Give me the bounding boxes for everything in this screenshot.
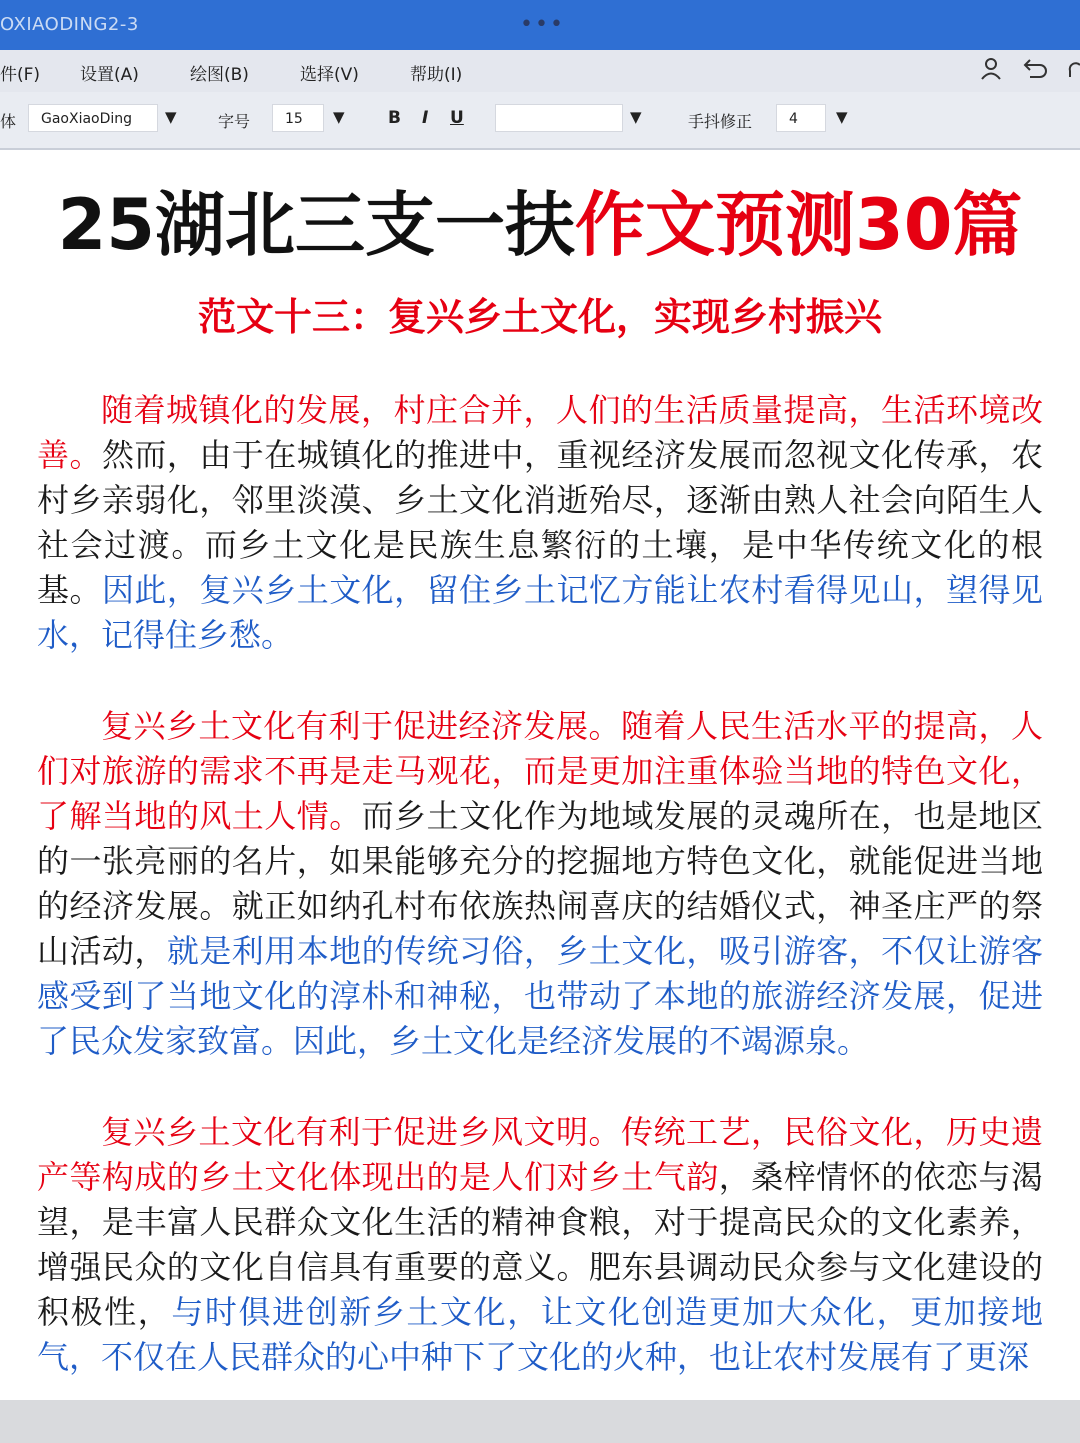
jitter-label: 手抖修正 bbox=[688, 112, 753, 131]
p1-red: 随着城镇化的发展，村庄合并，人们的生活质量提高，生活环境改善。 bbox=[37, 391, 1043, 474]
font-select[interactable]: GaoXiaoDing bbox=[28, 104, 158, 132]
menu-select[interactable]: 选择(V) bbox=[300, 65, 359, 85]
document-canvas[interactable] bbox=[0, 150, 1080, 1400]
toolbar bbox=[0, 92, 1080, 150]
menu-draw[interactable]: 绘图(B) bbox=[190, 65, 249, 85]
p3-red: 复兴乡土文化有利于促进乡风文明。传统工艺，民俗文化，历史遗产等构成的乡土文化体现出的是人们对乡土气韵 bbox=[37, 1113, 1043, 1196]
p2-red: 复兴乡土文化有利于促进经济发展。随着人民生活水平的提高，人们对旅游的需求不再是走马观花，而是更加注重体验当地的特色文化，了解当地的风土人情。 bbox=[37, 707, 1043, 835]
window-menu-dots[interactable]: ••• bbox=[520, 12, 565, 37]
jitter-select[interactable]: 4 bbox=[776, 104, 826, 132]
underline-button[interactable]: U bbox=[450, 108, 464, 128]
bold-button[interactable]: B bbox=[388, 108, 401, 128]
italic-button[interactable]: I bbox=[422, 108, 429, 128]
p1-blue: 因此，复兴乡土文化，留住乡土记忆方能让农村看得见山，望得见水，记得住乡愁。 bbox=[37, 571, 1043, 654]
paragraph-1 bbox=[37, 388, 1043, 658]
title-bar bbox=[0, 0, 1080, 50]
size-select[interactable]: 15 bbox=[272, 104, 324, 132]
jitter-dropdown-icon[interactable]: ▼ bbox=[836, 108, 848, 126]
user-icon[interactable] bbox=[978, 56, 1004, 86]
font-dropdown-icon[interactable]: ▼ bbox=[165, 108, 177, 126]
undo-icon[interactable] bbox=[1022, 56, 1050, 86]
redo-icon[interactable] bbox=[1068, 56, 1080, 86]
menu-help[interactable]: 帮助(I) bbox=[410, 65, 463, 85]
paragraph-2 bbox=[37, 704, 1043, 1064]
paragraph-3 bbox=[37, 1110, 1043, 1386]
font-label: 体 bbox=[0, 112, 17, 131]
p3-blue: 与时俱进创新乡土文化，让文化创造更加大众化，更加接地气，不仅在人民群众的心中种下了文化的火种，也让农村发展有了更深 bbox=[37, 1293, 1043, 1376]
menu-bar bbox=[0, 50, 1080, 93]
page-subtitle: 范文十三：复兴乡土文化，实现乡村振兴 bbox=[197, 295, 882, 339]
p2-black: 而乡土文化作为地域发展的灵魂所在，也是地区的一张亮丽的名片，如果能够充分的挖掘地方特色文化，就能促进当地的经济发展。就正如纳孔村布依族热闹喜庆的结婚仪式，神圣庄严的祭山活动， bbox=[37, 797, 1043, 970]
p1-black: 然而，由于在城镇化的推进中，重视经济发展而忽视文化传承，农村乡亲弱化，邻里淡漠、乡土文化消逝殆尽，逐渐由熟人社会向陌生人社会过渡。而乡土文化是民族生息繁衍的土壤，是中华传统文化的根基。 bbox=[37, 436, 1043, 609]
menu-settings[interactable]: 设置(A) bbox=[80, 65, 139, 85]
title-red: 作文预测30篇 bbox=[575, 184, 1023, 266]
menu-file[interactable]: 件(F) bbox=[0, 65, 41, 85]
p2-blue: 就是利用本地的传统习俗，乡土文化，吸引游客，不仅让游客感受到了当地文化的淳朴和神秘，也带动了本地的旅游经济发展，促进了民众发家致富。因此，乡土文化是经济发展的不竭源泉。 bbox=[37, 932, 1043, 1060]
size-label: 字号 bbox=[218, 112, 251, 131]
title-black: 25湖北三支一扶 bbox=[57, 184, 575, 266]
window-title: OXIAODING2-3 bbox=[0, 14, 139, 35]
color-select[interactable] bbox=[495, 104, 623, 132]
p3-black: ，桑梓情怀的依恋与渴望，是丰富人民群众文化生活的精神食粮，对于提高民众的文化素养，增强民众的文化自信具有重要的意义。肥东县调动民众参与文化建设的积极性， bbox=[37, 1158, 1043, 1331]
page-title bbox=[0, 185, 1080, 265]
color-dropdown-icon[interactable]: ▼ bbox=[630, 108, 642, 126]
size-dropdown-icon[interactable]: ▼ bbox=[333, 108, 345, 126]
status-bar bbox=[0, 1400, 1080, 1443]
